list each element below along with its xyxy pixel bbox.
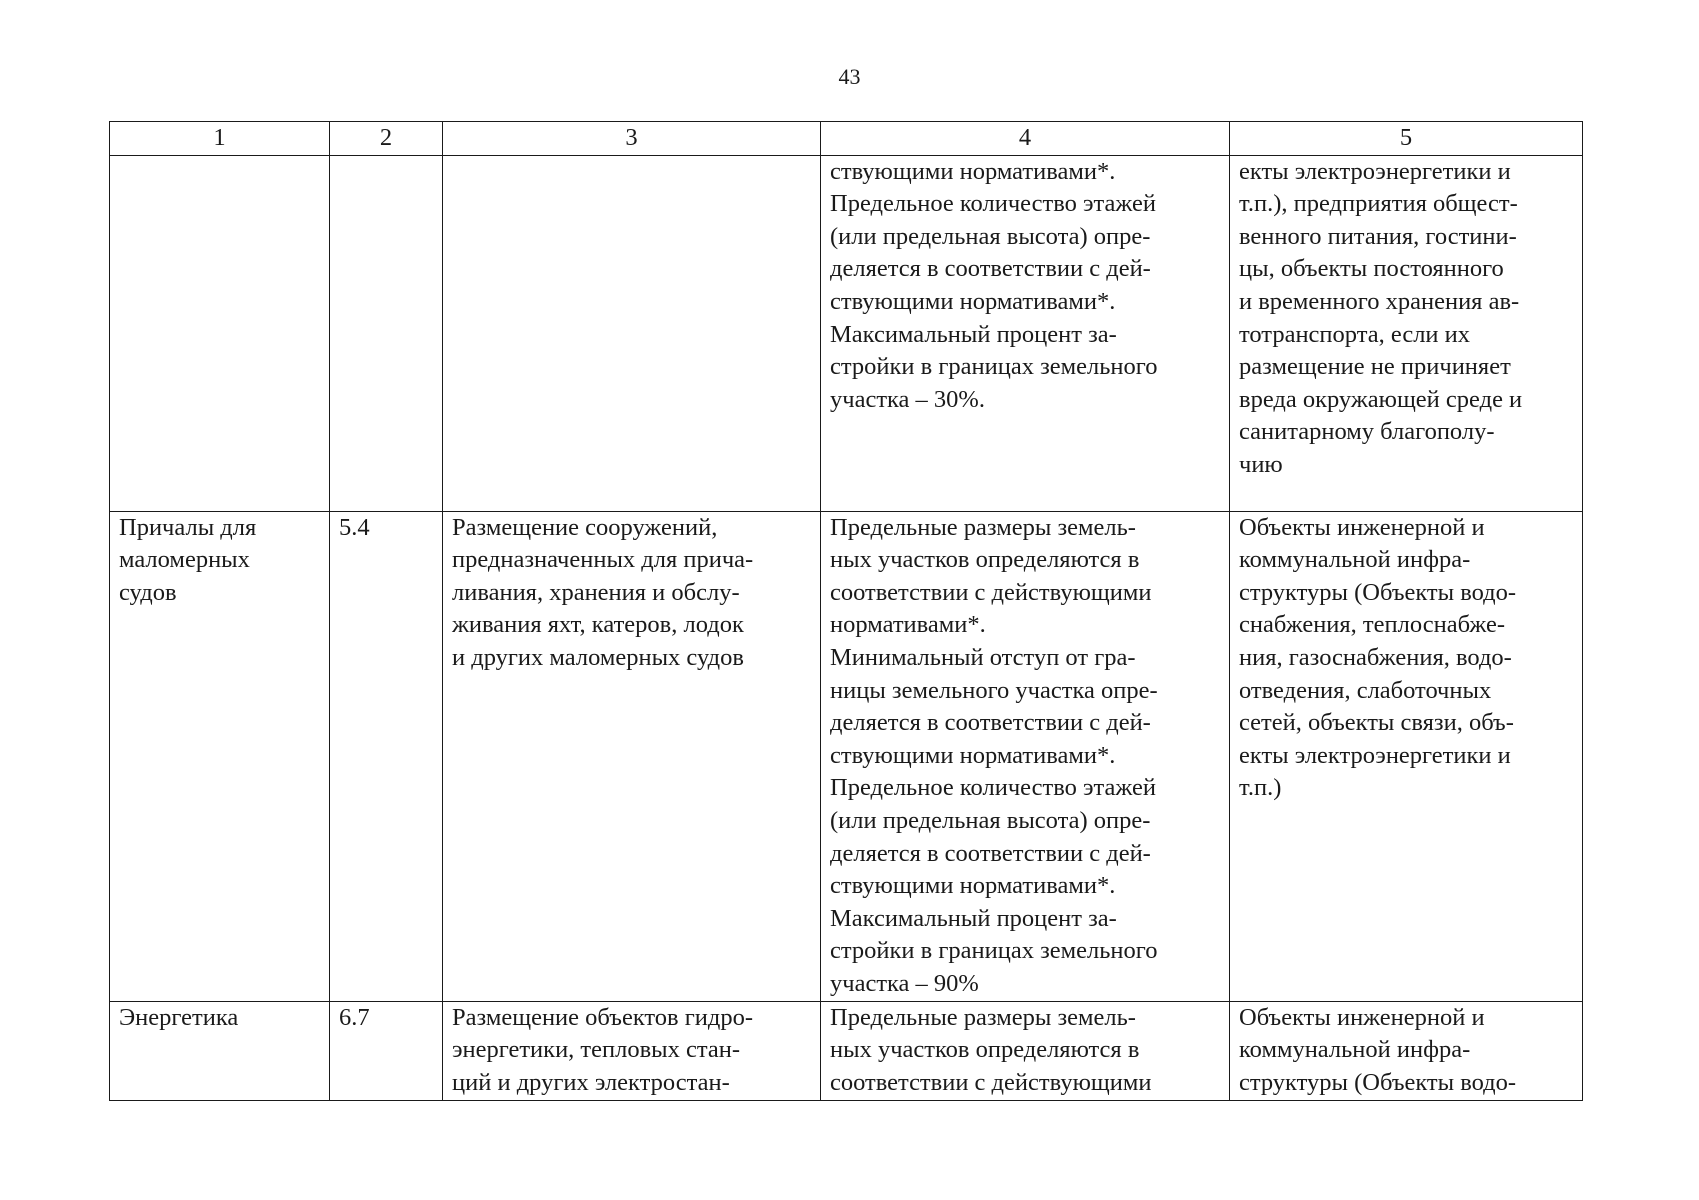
table-cell: Размещение сооружений, предназначенных для прича- ливания, хранения и обслу- живания яхт, катеров, лодок и других маломерных судов <box>443 511 821 1001</box>
table-cell: Объекты инженерной и коммунальной инфра- структуры (Объекты водо- <box>1230 1001 1583 1100</box>
table-row <box>110 155 1583 511</box>
table-row <box>110 511 1583 1001</box>
table-cell: Причалы для маломерных судов <box>110 511 330 1001</box>
table-cell: Предельные размеры земель- ных участков определяются в соответствии с действующими нормативами*. Минимальный отступ от гра- ницы земельного участка опре- деляется в соответствии с дей- ствующими нормативами*. Предельное количество этажей (или предельная высота) опре- деляется в соответствии с дей- ствующими нормативами*. Максимальный процент за- стройки в границах земельного участка – 90% <box>821 511 1230 1001</box>
table-cell <box>443 155 821 511</box>
table-cell <box>330 155 443 511</box>
table-cell: Предельные размеры земель- ных участков определяются в соответствии с действующими <box>821 1001 1230 1100</box>
page-number: 43 <box>838 64 861 89</box>
table-row <box>110 1001 1583 1100</box>
table-header-row <box>110 122 1583 156</box>
table-cell: 5.4 <box>330 511 443 1001</box>
column-header: 2 <box>330 122 443 156</box>
table-cell <box>110 155 330 511</box>
regulations-table <box>109 121 1583 1101</box>
table-cell: ствующими нормативами*. Предельное количество этажей (или предельная высота) опре- деляется в соответствии с дей- ствующими нормативами*. Максимальный процент за- стройки в границах земельного участка – 30%. <box>821 155 1230 511</box>
column-header: 4 <box>821 122 1230 156</box>
column-header: 1 <box>110 122 330 156</box>
table-cell: Энергетика <box>110 1001 330 1100</box>
table-cell: 6.7 <box>330 1001 443 1100</box>
column-header: 3 <box>443 122 821 156</box>
table-cell: екты электроэнергетики и т.п.), предприятия общест- венного питания, гостини- цы, объекты постоянного и временного хранения ав- тотранспорта, если их размещение не причиняет вреда окружающей среде и санитарному благополу- чию <box>1230 155 1583 511</box>
column-header: 5 <box>1230 122 1583 156</box>
table-cell: Объекты инженерной и коммунальной инфра- структуры (Объекты водо- снабжения, теплоснабже- ния, газоснабжения, водо- отведения, слаботочных сетей, объекты связи, объ- екты электроэнергетики и т.п.) <box>1230 511 1583 1001</box>
table-cell: Размещение объектов гидро- энергетики, тепловых стан- ций и других электростан- <box>443 1001 821 1100</box>
